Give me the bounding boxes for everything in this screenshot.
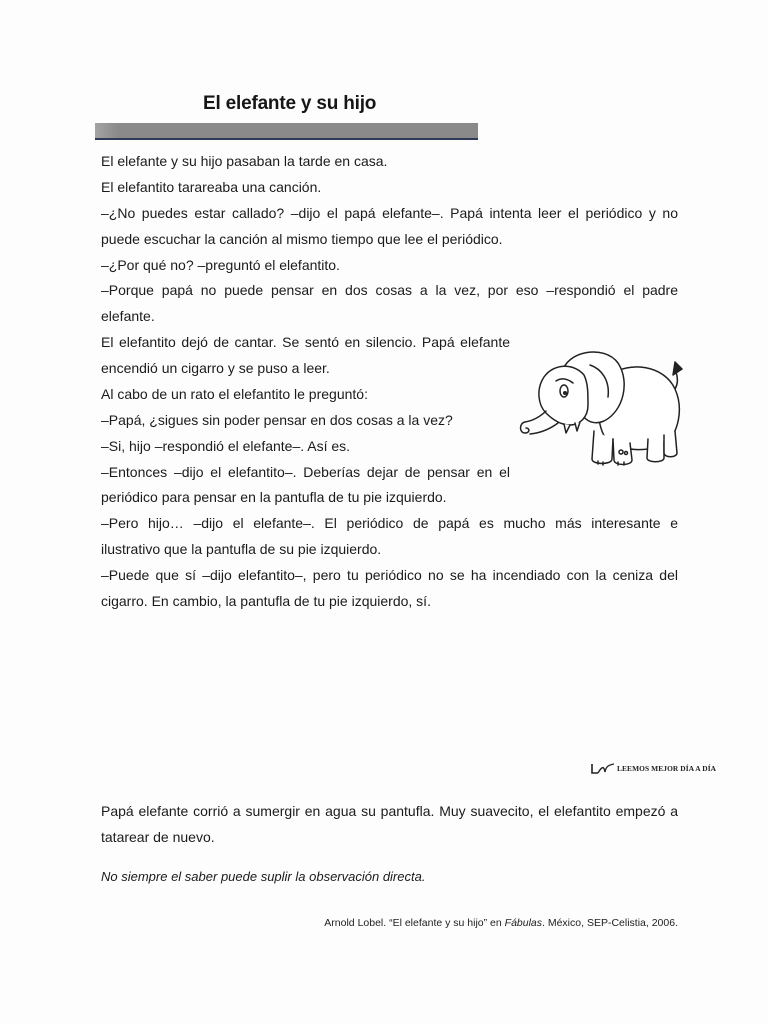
moral: No siempre el saber puede suplir la observación directa. (101, 869, 426, 884)
story-line: periódico para pensar en la pantufla de tu pie izquierdo. (101, 489, 447, 506)
leemos-logo-icon (590, 762, 616, 775)
ending-line: Papá elefante corrió a sumergir en agua su pantufla. Muy suavecito, el elefantito empezó a (101, 803, 678, 819)
story-line: –Entonces –dijo el elefantito–. Deberías dejar de pensar en el (101, 463, 510, 480)
story-line: cigarro. En cambio, la pantufla de tu pie izquierdo, sí. (101, 592, 431, 609)
leemos-logo (590, 761, 716, 775)
story-line: –¿No puedes estar callado? –dijo el papá elefante–. Papá intenta leer el periódico y no (101, 204, 678, 221)
story-line: El elefante y su hijo pasaban la tarde en casa. (101, 153, 388, 169)
story-line: Al cabo de un rato el elefantito le preguntó: (101, 385, 368, 402)
story-line: –Pero hijo… –dijo el elefante–. El periódico de papá es mucho más interesante e (101, 515, 678, 532)
leemos-logo-text: LEEMOS MEJOR DÍA A DÍA (617, 763, 717, 773)
elephant-back-leg (664, 431, 677, 457)
story-line: –Puede que sí –dijo elefantito–, pero tu periódico no se ha incendiado con la ceniza del (101, 567, 678, 583)
story-line: El elefantito tarareaba una canción. (101, 178, 322, 195)
citation-publisher: . México, SEP-Celistia, 2006. (542, 917, 678, 929)
elephant-tusk (564, 424, 570, 433)
elephant-back-leg (647, 439, 664, 462)
page-title: El elefante y su hijo (203, 93, 377, 114)
story-line: encendió un cigarro y se puso a leer. (101, 360, 330, 376)
story-line: elefante. (101, 308, 155, 325)
elephant-tail-tuft (673, 362, 682, 375)
story-line: –¿Por qué no? –preguntó el elefantito. (101, 256, 340, 273)
title-bar-rule (95, 138, 478, 140)
ending-line: tatarear de nuevo. (101, 828, 215, 845)
story-line: puede escuchar la canción al mismo tiempo que lee el periódico. (101, 230, 503, 247)
story-line: ilustrativo que la pantufla de su pie izquierdo. (101, 541, 382, 558)
citation-author-title: Arnold Lobel. “El elefante y su hijo” en (324, 917, 505, 929)
ending-paragraph (101, 799, 678, 851)
story-line: El elefantito dejó de cantar. Se sentó en silencio. Papá elefante (101, 334, 510, 351)
citation (324, 915, 678, 931)
story-line: –Porque papá no puede pensar en dos cosas a la vez, por eso –respondió el padre (101, 282, 678, 299)
story-line: –Si, hijo –respondió el elefante–. Así es. (101, 437, 351, 454)
story-line: –Papá, ¿sigues sin poder pensar en dos cosas a la vez? (101, 411, 453, 428)
elephant-illustration (518, 345, 683, 470)
elephant-tusk (575, 422, 580, 431)
citation-book-title: Fábulas (504, 917, 543, 929)
